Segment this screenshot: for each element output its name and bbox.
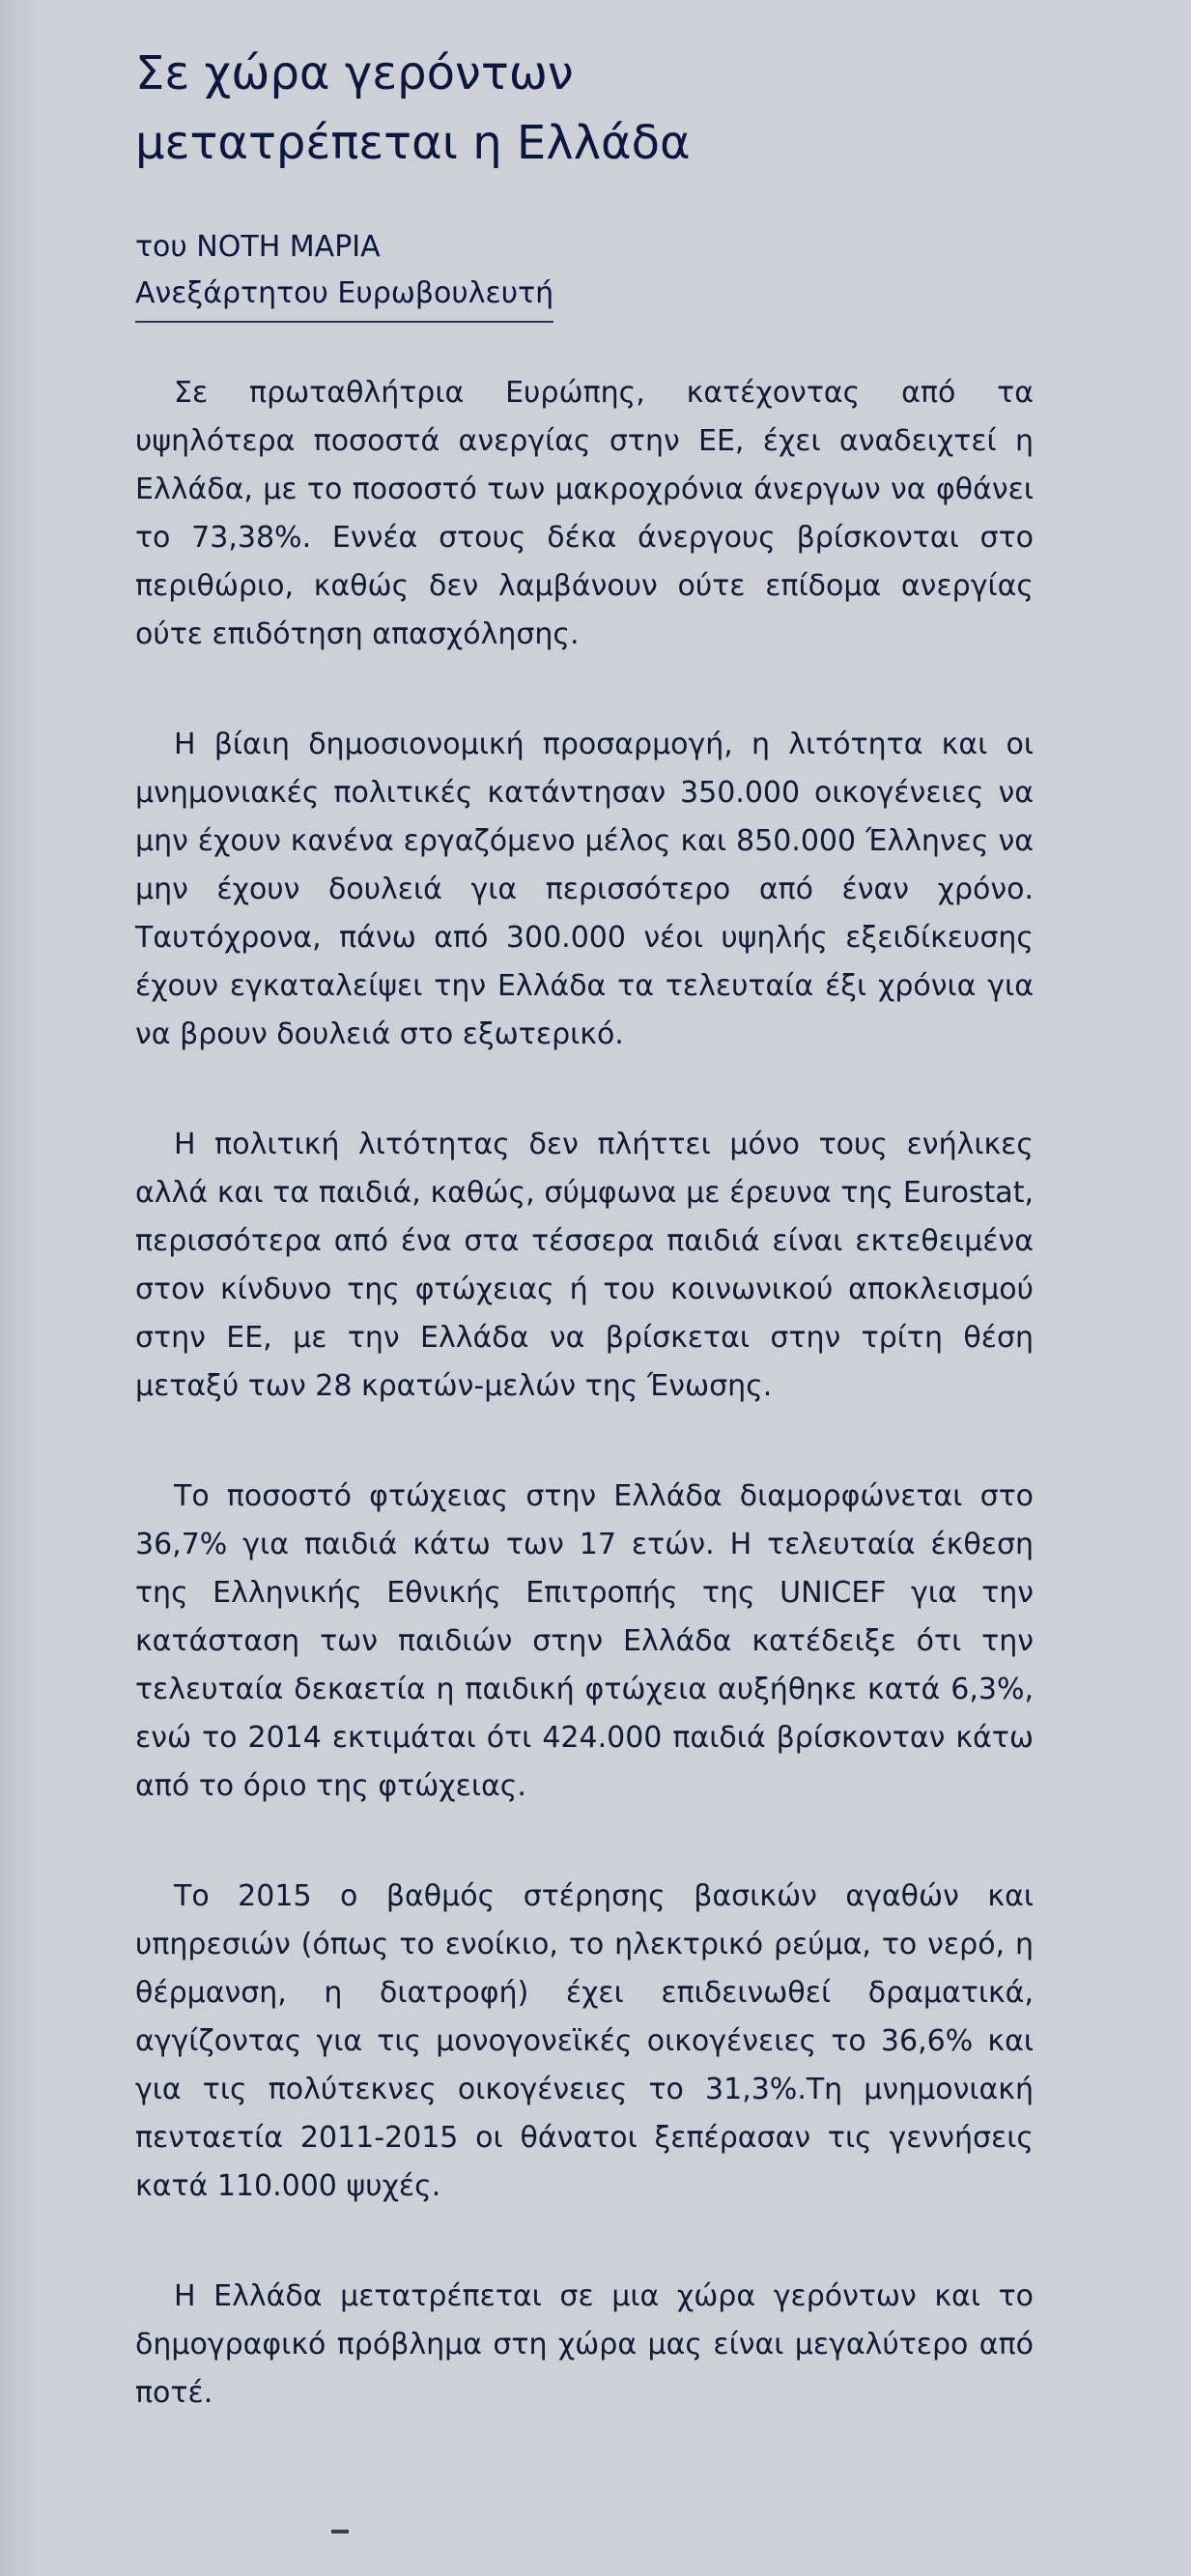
- article-body: [135, 369, 1034, 2418]
- article-title: Σε χώρα γερόντων μετατρέπεται η Ελλάδα: [135, 46, 691, 170]
- author-role: Ανεξάρτητου Ευρωβουλευτή: [135, 271, 553, 323]
- paragraph-3: Η πολιτική λιτότητας δεν πλήττει μόνο τους ενήλικες αλλά και τα παιδιά, καθώς, σύμφωνα με έρευνα της Eurostat, περισσότερα από ένα στα τέσσερα παιδιά είναι εκτεθειμένα στον κίνδυνο της φτώχειας ή του κοινωνικού αποκλεισμού στην ΕΕ, με την Ελλάδα να βρίσκεται στην τρίτη θέση μεταξύ των 28 κρατών-μελών της Ένωσης.: [135, 1128, 1034, 1403]
- article: [135, 39, 1034, 2418]
- byline: [135, 224, 1034, 323]
- paragraph-5: Το 2015 ο βαθμός στέρησης βασικών αγαθών και υπηρεσιών (όπως το ενοίκιο, το ηλεκτρικό ρεύμα, το νερό, η θέρμανση, η διατροφή) έχει επιδεινωθεί δραματικά, αγγίζοντας για τις μονογονεϊκές οικογένειες το 36,6% και για τις πολύτεκνες οικογένειες το 31,3%.Τη μνημονιακή πενταετία 2011-2015 οι θάνατοι ξεπέρασαν τις γεννήσεις κατά 110.000 ψυχές.: [135, 1879, 1034, 2203]
- author-name: του ΝΟΤΗ ΜΑΡΙΑ: [135, 230, 381, 264]
- page-edge-shadow: [0, 0, 39, 2576]
- paragraph-1: Σε πρωταθλήτρια Ευρώπης, κατέχοντας από τα υψηλότερα ποσοστά ανεργίας στην ΕΕ, έχει αναδειχτεί η Ελλάδα, με το ποσοστό των μακροχρόνια άνεργων να φθάνει το 73,38%. Εννέα στους δέκα άνεργους βρίσκονται στο περιθώριο, καθώς δεν λαμβάνουν ούτε επίδομα ανεργίας ούτε επιδότηση απασχόλησης.: [135, 376, 1034, 651]
- paragraph-6: Η Ελλάδα μετατρέπεται σε μια χώρα γερόντων και το δημογραφικό πρόβλημα στη χώρα μας είναι μεγαλύτερο από ποτέ.: [135, 2279, 1034, 2410]
- paragraph-4: Το ποσοστό φτώχειας στην Ελλάδα διαμορφώνεται στο 36,7% για παιδιά κάτω των 17 ετών. Η τελευταία έκθεση της Ελληνικής Εθνικής Επιτροπής της UNICEF για την κατάσταση των παιδιών στην Ελλάδα κατέδειξε ότι την τελευταία δεκαετία η παιδική φτώχεια αυξήθηκε κατά 6,3%, ενώ το 2014 εκτιμάται ότι 424.000 παιδιά βρίσκονταν κάτω από το όριο της φτώχειας.: [135, 1479, 1034, 1803]
- end-dash: [331, 2530, 349, 2533]
- paragraph-2: Η βίαιη δημοσιονομική προσαρμογή, η λιτότητα και οι μνημονιακές πολιτικές κατάντησαν 350.000 οικογένειες να μην έχουν κανένα εργαζόμενο μέλος και 850.000 Έλληνες να μην έχουν δουλειά για περισσότερο από έναν χρόνο. Ταυτόχρονα, πάνω από 300.000 νέοι υψηλής εξειδίκευσης έχουν εγκαταλείψει την Ελλάδα τα τελευταία έξι χρόνια για να βρουν δουλειά στο εξωτερικό.: [135, 728, 1034, 1051]
